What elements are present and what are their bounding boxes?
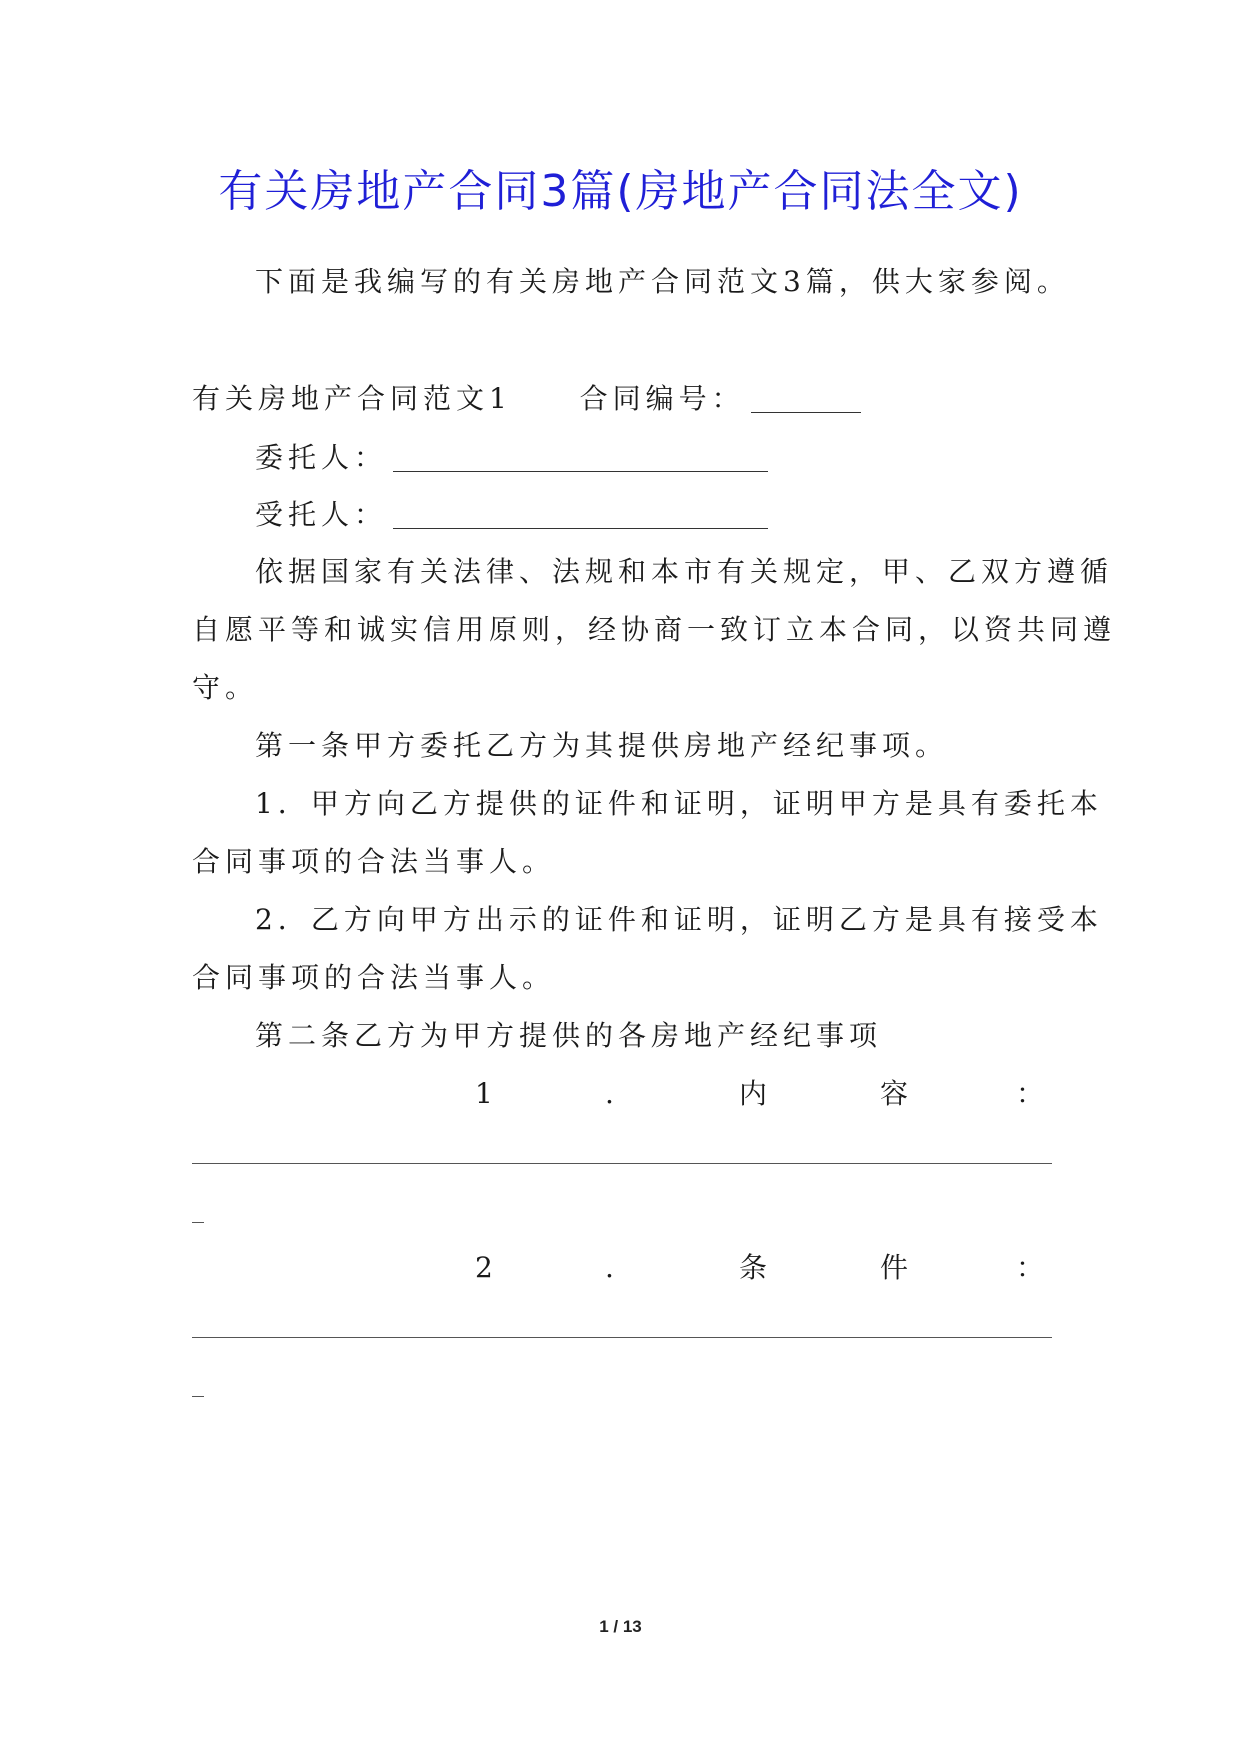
paragraph-line: 守。 (192, 671, 259, 704)
article-one: 第一条甲方委托乙方为其提供房地产经纪事项。 (255, 729, 949, 762)
content-row-colon: ： (1016, 1077, 1045, 1110)
contract-number-label: 合同编号： (579, 382, 745, 415)
article-two: 第二条乙方为甲方提供的各房地产经纪事项 (255, 1019, 883, 1052)
intro-paragraph: 下面是我编写的有关房地产合同范文3篇，供大家参阅。 (255, 265, 1070, 298)
party-b-label: 受托人： (255, 498, 388, 531)
section-heading: 有关房地产合同范文1 (192, 382, 512, 415)
party-a-line (255, 443, 768, 472)
content-blank-line (192, 1163, 1052, 1164)
party-b-line (255, 500, 768, 529)
section-heading-line (192, 384, 861, 413)
content-row-num: 1 (475, 1077, 493, 1110)
condition-row-char: 条 (739, 1251, 768, 1284)
party-a-blank (393, 443, 768, 472)
content-row-char: 内 (739, 1077, 768, 1110)
content-blank-stub (192, 1222, 204, 1223)
party-b-blank (393, 500, 768, 529)
item-one-line: 1．甲方向乙方提供的证件和证明，证明甲方是具有委托本 (255, 787, 1103, 820)
party-a-label: 委托人： (255, 441, 388, 474)
condition-blank-line (192, 1337, 1052, 1338)
contract-number-blank (751, 384, 861, 413)
condition-blank-stub (192, 1396, 204, 1397)
item-one-line: 合同事项的合法当事人。 (192, 845, 556, 878)
paragraph-line: 自愿平等和诚实信用原则，经协商一致订立本合同，以资共同遵 (192, 613, 1117, 646)
content-row-char: 容 (880, 1077, 909, 1110)
paragraph-line: 依据国家有关法律、法规和本市有关规定，甲、乙双方遵循 (255, 555, 1114, 588)
item-two-line: 2．乙方向甲方出示的证件和证明，证明乙方是具有接受本 (255, 903, 1103, 936)
condition-row-dot: . (605, 1251, 614, 1284)
condition-row-colon: ： (1016, 1251, 1045, 1284)
condition-row-char: 件 (880, 1251, 909, 1284)
page-number: 1 / 13 (599, 1617, 642, 1636)
item-two-line: 合同事项的合法当事人。 (192, 961, 556, 994)
condition-row-num: 2 (475, 1251, 493, 1284)
document-title: 有关房地产合同3篇(房地产合同法全文) (218, 166, 1023, 217)
content-row-dot: . (605, 1077, 614, 1110)
